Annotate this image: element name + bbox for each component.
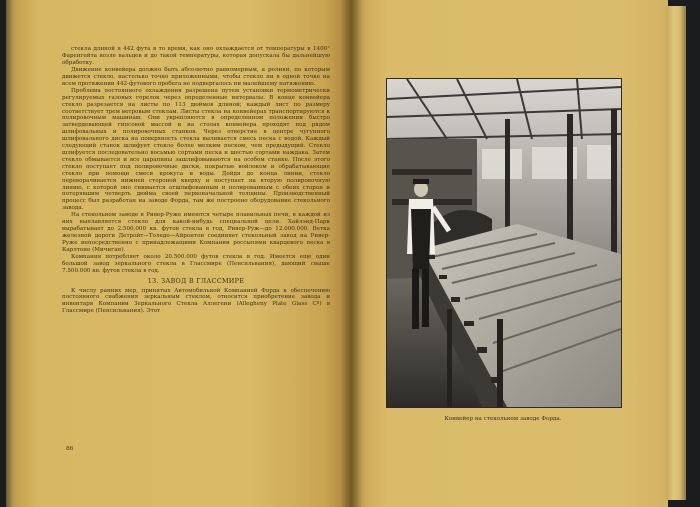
paragraph-1: стекла длиной в 442 фута в то время, как оно охлаждается от температуры в 1400° Фаренгейта возле вальцев и до такой температуры, которая допускала бы дальнейшую обработку. bbox=[62, 46, 330, 66]
photo-caption: Конвейер на стекольном заводе Форда. bbox=[444, 416, 562, 422]
paragraph-2: Движение конвейера должно быть абсолютно равномерным, а ролики, по которым движется стекло, настолько точно приложенными, чтобы стекло ни в одной точке на всем протяжении 442-футового пробега не подвергалось ни малейшему натяжению. bbox=[62, 66, 330, 87]
paragraph-4: На стекольном заводе в Ривер-Руже имеются четыре плавильных печи, в каждой из них выплавляется стекло для какой-нибудь специальной цели. Хайлэнд-Парк вырабатывает до 2.500.000 кв. футов стекла в год, Ривер-Руж—до 12.000.000. Ветка железной дороги Детройт—Толедо—Айронтон соединяет стекольный завод на Ривер-Руже непосредственно с принадлежащими Компании россыпями кварцевого песка в Карлтоне (Мичиган). bbox=[62, 212, 330, 253]
paragraph-6: К числу ранних мер, принятых Автомобильной Компанией Форда к обеспечению постоянного снабжения зеркальным стеклом, относится приобретение завода и инвентаря Компании Зеркального Стекла Аллегени (Allegheny Plate Glass Cº) в Глассмире (Пенсильвания). Этот bbox=[62, 287, 330, 315]
paragraph-3: Проблема постоянного охлаждения разрешена путем установки термометрически регулируемых газовых горелок через определенные интервалы. В конце конвейера стекло разрезается на листы по 113 дюймов длиной; каждый лист по размеру соответствует трем ветровым стеклам. Листы стекла на конвейерах транспортируются к полировочным машинам. Они укрепляются в определенном положении быстро затвердевающей гипсовой массой и на столах конвейера проходят под рядом шлифовальных и полировочных станков. Через отверстие в центре чугунного шлифовального диска на поверхность стекла выливается смесь песка с водой. Каждый следующий станок шлифует стекло более мелким песком, чем предыдущий. Стекло шлифуется последовательно восьмью сортами песка и шестью сортами наждака. Затем стекло обмывается и все царапины зашлифовываются на особом станке. После этого стекло поступает под полировочные диски, покрытые войлоком и обрабатывающие стекло при помощи смеси крокуса и воды. Дойдя до конца линии, стекло переворачивается нижней стороной кверху и поступает на вторую полировочную линию, с которой оно снимается отшлифованным и полированным с обеих сторон и потерявшим четверть дюйма своей первоначальной толщины. Производственный процесс был разработан на заводе Форда, там же построено оборудование стекольного завода. bbox=[62, 87, 330, 212]
factory-photo bbox=[386, 78, 622, 408]
left-page bbox=[18, 0, 350, 507]
conveyor-photo-illustration bbox=[387, 79, 621, 407]
left-page-text bbox=[62, 46, 330, 466]
page-number: 86 bbox=[66, 446, 74, 452]
section-heading: 13. ЗАВОД В ГЛАССМИРЕ bbox=[147, 276, 245, 285]
book-gutter bbox=[340, 0, 362, 507]
right-page-edge bbox=[666, 6, 686, 500]
paragraph-5: Компания потребляет около 20.500.000 футов стекла в год. Имеется еще один большой завод зеркального стекла в Глассмире (Пенсильвания), дающий свыше 7.500.000 кв. футов стекла в год. bbox=[62, 253, 330, 274]
